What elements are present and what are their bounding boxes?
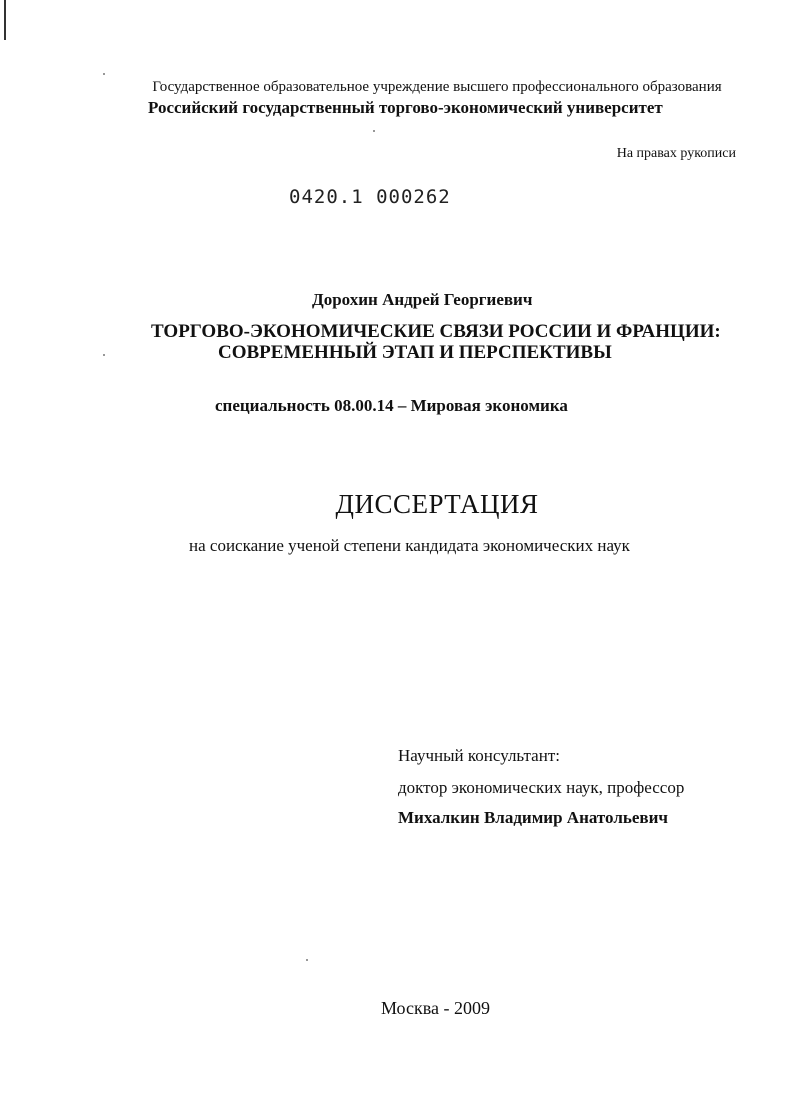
degree-sought: на соискание ученой степени кандидата экономических наук [189,536,630,555]
institution-line-1: Государственное образовательное учреждение высшего профессионального образования [152,79,722,95]
scan-speck [103,354,105,356]
institution-line-2: Российский государственный торгово-экономический университет [148,98,663,117]
manuscript-rights-note: На правах рукописи [616,146,736,161]
author-name: Дорохин Андрей Георгиевич [312,290,533,309]
advisor-degree: доктор экономических наук, профессор [398,778,685,797]
advisor-label: Научный консультант: [398,746,560,765]
specialty-code: специальность 08.00.14 – Мировая экономика [215,396,568,415]
scan-speck [306,959,308,961]
city-year: Москва - 2009 [381,998,490,1018]
document-type-heading: ДИССЕРТАЦИЯ [335,489,539,519]
scan-edge-mark [4,0,6,40]
thesis-title-line-2: СОВРЕМЕННЫЙ ЭТАП И ПЕРСПЕКТИВЫ [218,342,612,363]
scan-speck [103,73,105,75]
scan-speck [373,130,375,132]
library-stamp-number: 0420.1 000262 [289,186,451,208]
thesis-title-line-1: ТОРГОВО-ЭКОНОМИЧЕСКИЕ СВЯЗИ РОССИИ И ФРАНЦИИ: [151,321,721,342]
advisor-name: Михалкин Владимир Анатольевич [398,808,668,827]
